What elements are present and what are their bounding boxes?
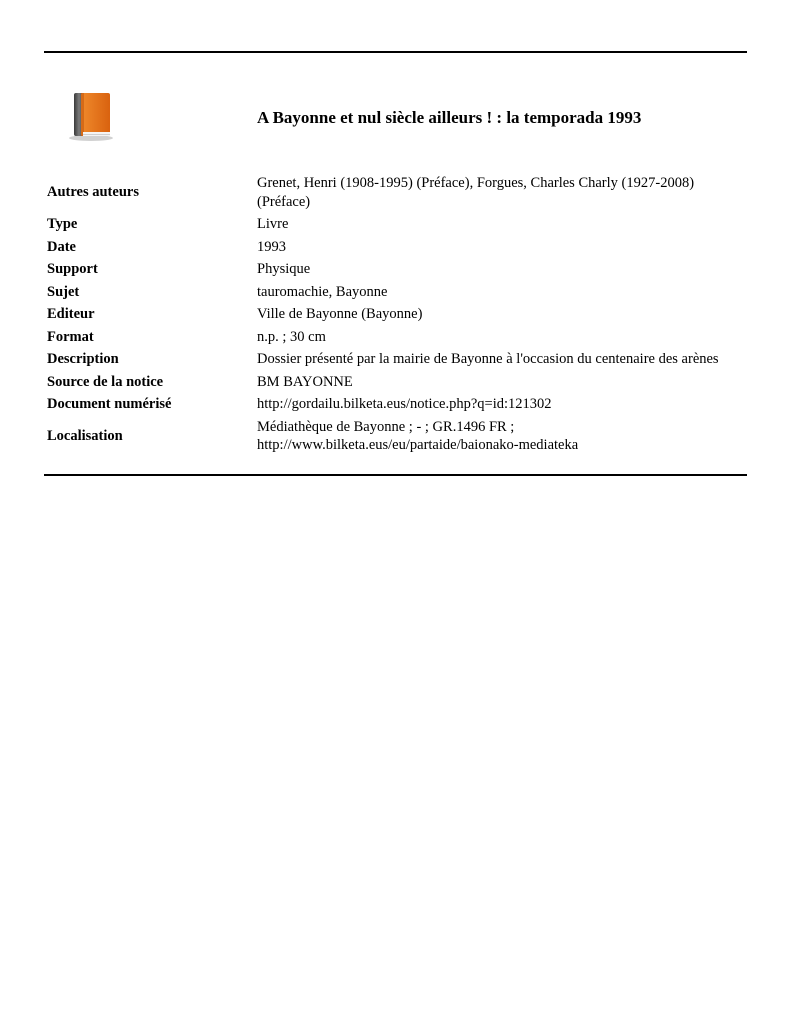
label-sujet: Sujet [47, 283, 80, 300]
row-description [44, 348, 747, 371]
label-format: Format [47, 328, 94, 345]
value-editeur: Ville de Bayonne (Bayonne) [257, 306, 423, 322]
value-description: Dossier présenté par la mairie de Bayonne à l'occasion du centenaire des arènes [257, 351, 719, 367]
label-localisation: Localisation [47, 427, 123, 444]
value-support: Physique [257, 261, 311, 277]
value-document-numerise: http://gordailu.bilketa.eus/notice.php?q=id:121302 [257, 396, 552, 412]
row-support [44, 258, 747, 281]
value-source: BM BAYONNE [257, 373, 353, 390]
top-divider [44, 51, 747, 53]
label-autres-auteurs: Autres auteurs [47, 184, 139, 201]
row-type [44, 213, 747, 236]
label-date: Date [47, 238, 76, 255]
value-date: 1993 [257, 238, 286, 255]
label-type: Type [47, 216, 78, 232]
book-icon [66, 90, 116, 142]
row-date [44, 236, 747, 259]
row-localisation [44, 416, 747, 457]
value-localisation: Médiathèque de Bayonne ; - ; GR.1496 FR ; http://www.bilketa.eus/eu/partaide/baionako-mediateka [257, 418, 579, 453]
document-title: A Bayonne et nul siècle ailleurs ! : la temporada 1993 [257, 108, 642, 127]
row-editeur [44, 303, 747, 326]
value-sujet: tauromachie, Bayonne [257, 283, 388, 300]
row-sujet [44, 281, 747, 304]
label-source: Source de la notice [47, 373, 164, 390]
label-support: Support [47, 261, 98, 277]
row-document-numerise [44, 393, 747, 416]
value-format: n.p. ; 30 cm [257, 328, 326, 345]
value-type: Livre [257, 216, 289, 232]
value-autres-auteurs: Grenet, Henri (1908-1995) (Préface), Forgues, Charles Charly (1927-2008) (Préface) [257, 175, 695, 210]
bottom-divider [44, 474, 747, 476]
row-format [44, 326, 747, 349]
label-editeur: Editeur [47, 306, 95, 322]
row-source [44, 371, 747, 394]
row-autres-auteurs [44, 172, 747, 213]
label-document-numerise: Document numérisé [47, 396, 172, 412]
record-details-table [44, 172, 747, 457]
label-description: Description [47, 351, 119, 367]
